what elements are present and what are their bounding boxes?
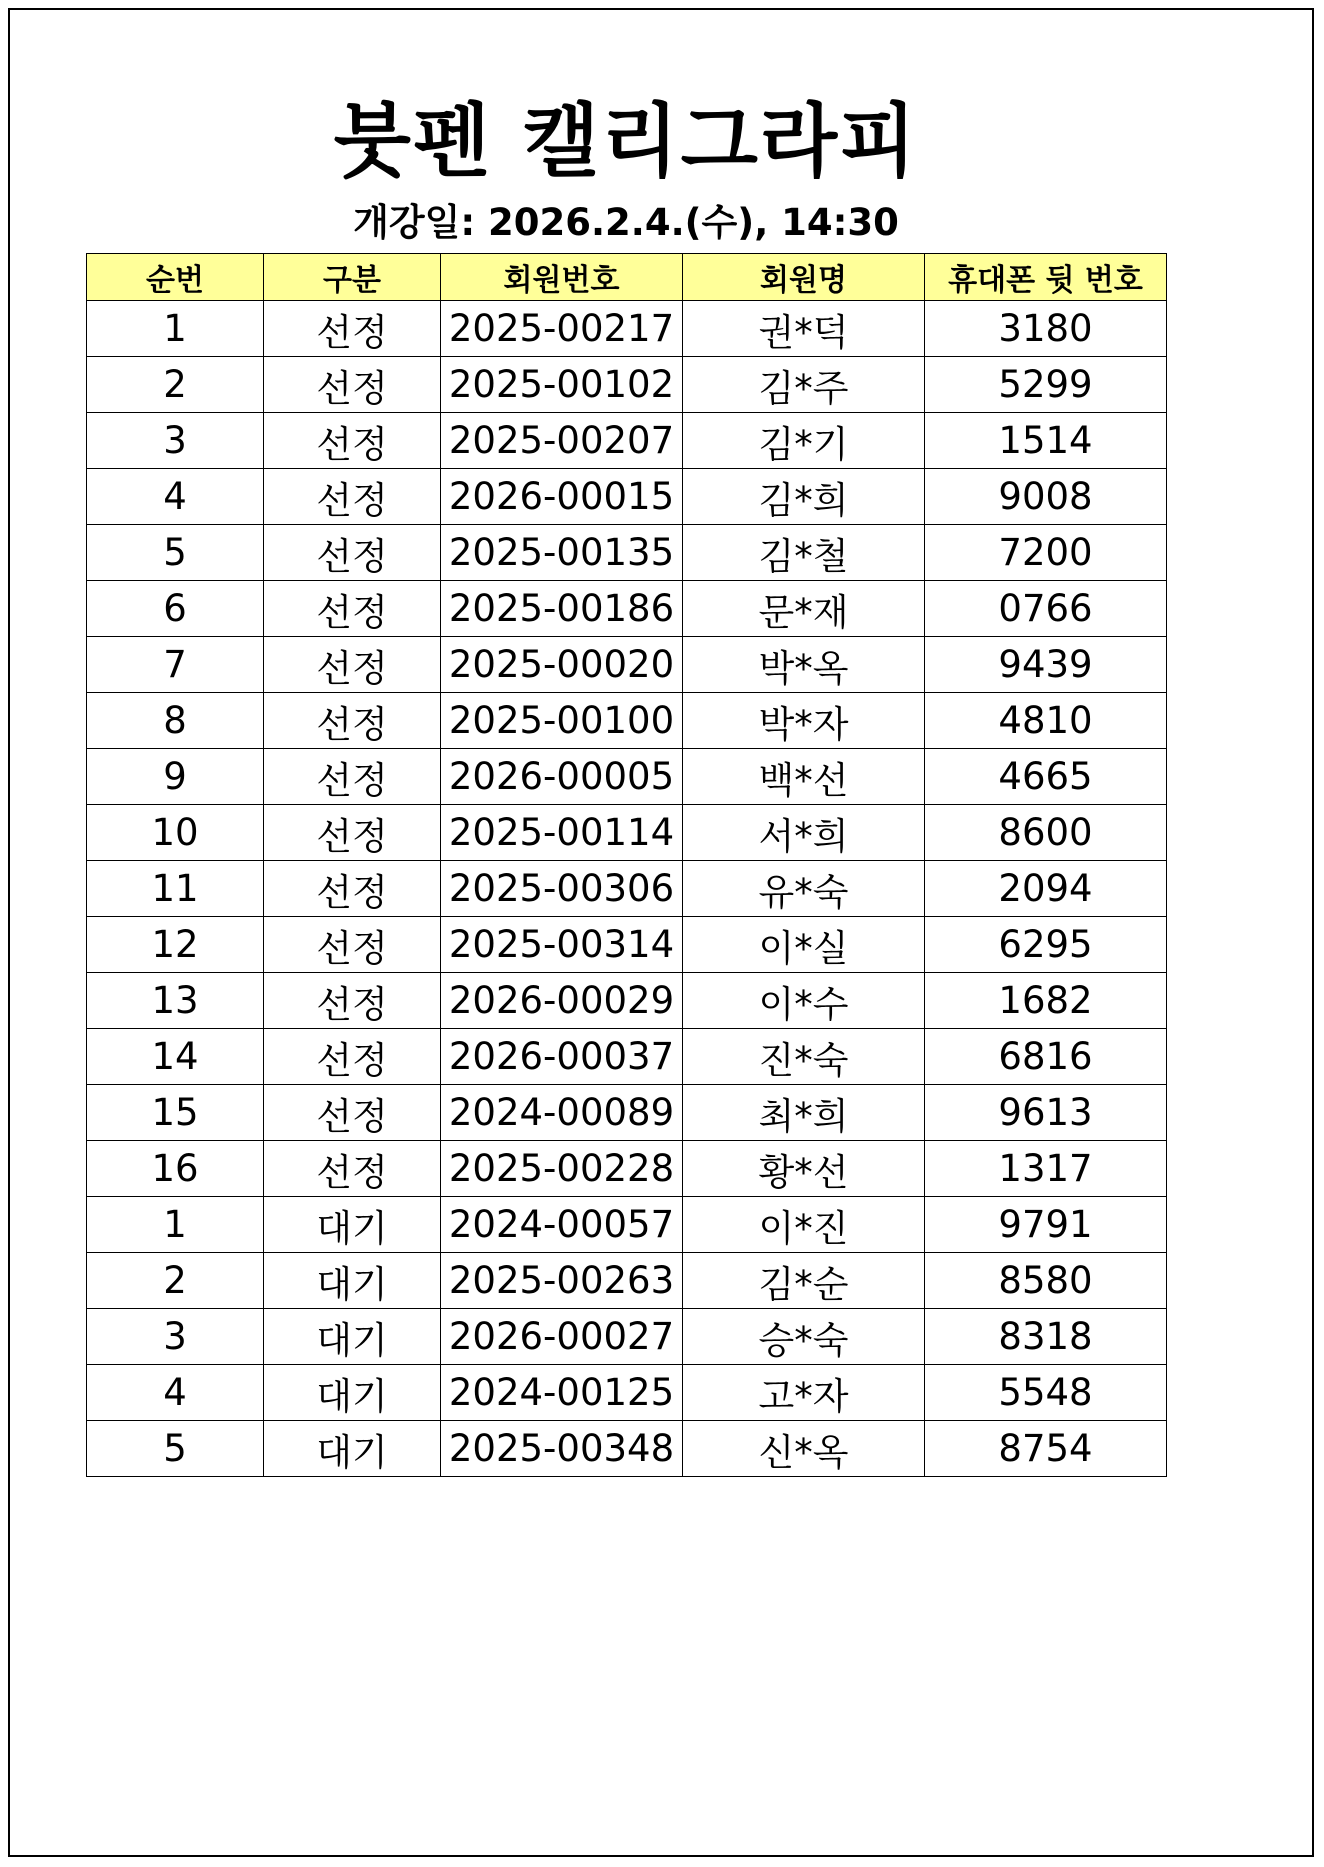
cell-seq: 16 bbox=[87, 1141, 264, 1197]
cell-category: 선정 bbox=[264, 357, 441, 413]
cell-phone-last-digits: 2094 bbox=[925, 861, 1167, 917]
cell-member-name: 이*실 bbox=[683, 917, 925, 973]
cell-seq: 14 bbox=[87, 1029, 264, 1085]
cell-seq: 3 bbox=[87, 1309, 264, 1365]
cell-seq: 10 bbox=[87, 805, 264, 861]
table-row bbox=[87, 357, 1167, 413]
cell-member-id: 2026-00029 bbox=[441, 973, 683, 1029]
cell-member-name: 이*진 bbox=[683, 1197, 925, 1253]
cell-phone-last-digits: 5548 bbox=[925, 1365, 1167, 1421]
cell-category: 선정 bbox=[264, 637, 441, 693]
cell-seq: 12 bbox=[87, 917, 264, 973]
table-row bbox=[87, 1365, 1167, 1421]
cell-seq: 7 bbox=[87, 637, 264, 693]
cell-category: 선정 bbox=[264, 469, 441, 525]
cell-member-id: 2024-00057 bbox=[441, 1197, 683, 1253]
cell-seq: 5 bbox=[87, 1421, 264, 1477]
table-row bbox=[87, 1085, 1167, 1141]
cell-phone-last-digits: 5299 bbox=[925, 357, 1167, 413]
cell-member-id: 2026-00027 bbox=[441, 1309, 683, 1365]
column-header-seq: 순번 bbox=[87, 254, 264, 301]
cell-phone-last-digits: 8600 bbox=[925, 805, 1167, 861]
cell-category: 선정 bbox=[264, 301, 441, 357]
cell-member-id: 2025-00186 bbox=[441, 581, 683, 637]
cell-seq: 4 bbox=[87, 1365, 264, 1421]
table-row bbox=[87, 1141, 1167, 1197]
cell-category: 선정 bbox=[264, 805, 441, 861]
cell-member-id: 2025-00114 bbox=[441, 805, 683, 861]
cell-member-name: 박*자 bbox=[683, 693, 925, 749]
table-row bbox=[87, 1197, 1167, 1253]
cell-phone-last-digits: 9613 bbox=[925, 1085, 1167, 1141]
column-header-category: 구분 bbox=[264, 254, 441, 301]
cell-member-name: 서*희 bbox=[683, 805, 925, 861]
cell-seq: 5 bbox=[87, 525, 264, 581]
cell-phone-last-digits: 8580 bbox=[925, 1253, 1167, 1309]
cell-member-id: 2026-00005 bbox=[441, 749, 683, 805]
table-row bbox=[87, 805, 1167, 861]
cell-member-name: 김*희 bbox=[683, 469, 925, 525]
table-row bbox=[87, 413, 1167, 469]
cell-member-name: 김*순 bbox=[683, 1253, 925, 1309]
table-row bbox=[87, 1309, 1167, 1365]
cell-member-id: 2025-00135 bbox=[441, 525, 683, 581]
cell-member-name: 이*수 bbox=[683, 973, 925, 1029]
table-body bbox=[87, 301, 1167, 1477]
cell-category: 선정 bbox=[264, 1141, 441, 1197]
cell-phone-last-digits: 4810 bbox=[925, 693, 1167, 749]
cell-seq: 2 bbox=[87, 357, 264, 413]
table-row bbox=[87, 861, 1167, 917]
cell-seq: 13 bbox=[87, 973, 264, 1029]
cell-member-id: 2025-00306 bbox=[441, 861, 683, 917]
cell-phone-last-digits: 6816 bbox=[925, 1029, 1167, 1085]
cell-member-name: 고*자 bbox=[683, 1365, 925, 1421]
table-header bbox=[87, 254, 1167, 301]
cell-member-id: 2025-00348 bbox=[441, 1421, 683, 1477]
cell-member-id: 2025-00263 bbox=[441, 1253, 683, 1309]
cell-seq: 1 bbox=[87, 1197, 264, 1253]
cell-member-id: 2025-00020 bbox=[441, 637, 683, 693]
cell-category: 대기 bbox=[264, 1253, 441, 1309]
table-row bbox=[87, 749, 1167, 805]
cell-member-name: 최*희 bbox=[683, 1085, 925, 1141]
cell-seq: 6 bbox=[87, 581, 264, 637]
cell-phone-last-digits: 3180 bbox=[925, 301, 1167, 357]
cell-seq: 11 bbox=[87, 861, 264, 917]
cell-seq: 2 bbox=[87, 1253, 264, 1309]
cell-member-name: 유*숙 bbox=[683, 861, 925, 917]
cell-category: 선정 bbox=[264, 413, 441, 469]
table-row bbox=[87, 973, 1167, 1029]
cell-category: 선정 bbox=[264, 581, 441, 637]
cell-phone-last-digits: 1682 bbox=[925, 973, 1167, 1029]
cell-member-id: 2025-00228 bbox=[441, 1141, 683, 1197]
cell-member-name: 백*선 bbox=[683, 749, 925, 805]
table-header-row bbox=[87, 254, 1167, 301]
document-subtitle: 개강일: 2026.2.4.(수), 14:30 bbox=[353, 201, 899, 244]
cell-seq: 1 bbox=[87, 301, 264, 357]
cell-phone-last-digits: 9791 bbox=[925, 1197, 1167, 1253]
cell-member-name: 김*주 bbox=[683, 357, 925, 413]
cell-seq: 15 bbox=[87, 1085, 264, 1141]
cell-category: 선정 bbox=[264, 973, 441, 1029]
cell-member-name: 박*옥 bbox=[683, 637, 925, 693]
cell-member-name: 문*재 bbox=[683, 581, 925, 637]
cell-member-name: 김*기 bbox=[683, 413, 925, 469]
cell-phone-last-digits: 1317 bbox=[925, 1141, 1167, 1197]
table-row bbox=[87, 917, 1167, 973]
cell-seq: 9 bbox=[87, 749, 264, 805]
table-row bbox=[87, 581, 1167, 637]
member-roster-table bbox=[86, 253, 1167, 1477]
cell-member-name: 신*옥 bbox=[683, 1421, 925, 1477]
cell-category: 대기 bbox=[264, 1197, 441, 1253]
cell-member-id: 2024-00089 bbox=[441, 1085, 683, 1141]
cell-seq: 3 bbox=[87, 413, 264, 469]
column-header-member-id: 회원번호 bbox=[441, 254, 683, 301]
table-row bbox=[87, 525, 1167, 581]
cell-member-name: 진*숙 bbox=[683, 1029, 925, 1085]
cell-phone-last-digits: 6295 bbox=[925, 917, 1167, 973]
cell-member-name: 승*숙 bbox=[683, 1309, 925, 1365]
cell-category: 대기 bbox=[264, 1365, 441, 1421]
table-row bbox=[87, 1253, 1167, 1309]
cell-category: 선정 bbox=[264, 525, 441, 581]
cell-phone-last-digits: 1514 bbox=[925, 413, 1167, 469]
cell-member-name: 김*철 bbox=[683, 525, 925, 581]
table-row bbox=[87, 637, 1167, 693]
table-row bbox=[87, 469, 1167, 525]
cell-category: 선정 bbox=[264, 693, 441, 749]
cell-category: 선정 bbox=[264, 917, 441, 973]
table-row bbox=[87, 1421, 1167, 1477]
cell-member-name: 권*덕 bbox=[683, 301, 925, 357]
cell-member-id: 2026-00015 bbox=[441, 469, 683, 525]
column-header-phone-last-digits: 휴대폰 뒷 번호 bbox=[925, 254, 1167, 301]
cell-member-id: 2025-00217 bbox=[441, 301, 683, 357]
cell-phone-last-digits: 9439 bbox=[925, 637, 1167, 693]
cell-member-name: 황*선 bbox=[683, 1141, 925, 1197]
cell-phone-last-digits: 9008 bbox=[925, 469, 1167, 525]
cell-category: 대기 bbox=[264, 1309, 441, 1365]
cell-category: 선정 bbox=[264, 1029, 441, 1085]
cell-category: 선정 bbox=[264, 749, 441, 805]
table-row bbox=[87, 693, 1167, 749]
cell-seq: 8 bbox=[87, 693, 264, 749]
column-header-member-name: 회원명 bbox=[683, 254, 925, 301]
cell-phone-last-digits: 8754 bbox=[925, 1421, 1167, 1477]
document-title: 붓펜 캘리그라피 bbox=[333, 95, 919, 188]
cell-member-id: 2025-00100 bbox=[441, 693, 683, 749]
cell-phone-last-digits: 8318 bbox=[925, 1309, 1167, 1365]
cell-member-id: 2024-00125 bbox=[441, 1365, 683, 1421]
cell-member-id: 2025-00102 bbox=[441, 357, 683, 413]
cell-seq: 4 bbox=[87, 469, 264, 525]
cell-phone-last-digits: 7200 bbox=[925, 525, 1167, 581]
cell-category: 선정 bbox=[264, 861, 441, 917]
cell-member-id: 2026-00037 bbox=[441, 1029, 683, 1085]
cell-category: 대기 bbox=[264, 1421, 441, 1477]
cell-member-id: 2025-00207 bbox=[441, 413, 683, 469]
cell-category: 선정 bbox=[264, 1085, 441, 1141]
table-row bbox=[87, 301, 1167, 357]
cell-phone-last-digits: 4665 bbox=[925, 749, 1167, 805]
table-row bbox=[87, 1029, 1167, 1085]
cell-phone-last-digits: 0766 bbox=[925, 581, 1167, 637]
cell-member-id: 2025-00314 bbox=[441, 917, 683, 973]
